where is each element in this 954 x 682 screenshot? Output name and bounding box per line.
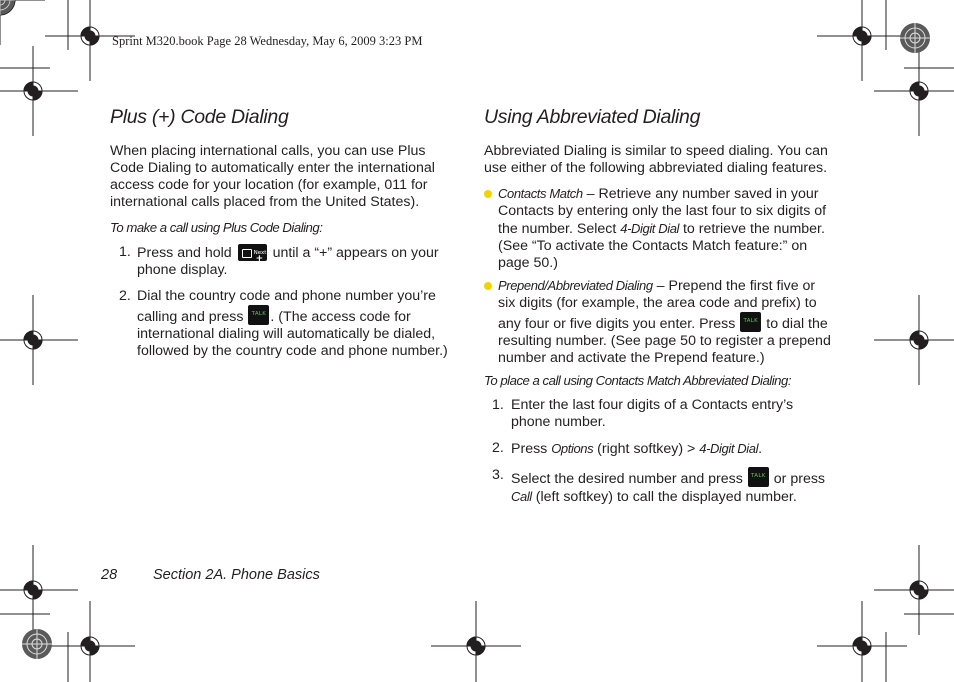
plus-code-steps (110, 244, 460, 360)
bullet-icon (484, 190, 492, 198)
abbreviated-steps (484, 397, 834, 506)
list-item (484, 277, 834, 367)
step-text: . (758, 441, 763, 457)
step-text: (right softkey) > (593, 441, 700, 457)
section-title: Section 2A. Phone Basics (153, 567, 320, 583)
list-item (110, 244, 460, 279)
step-text: Enter the last four digits of a Contacts entry’s phone number. (511, 397, 794, 430)
abbreviated-features (484, 185, 834, 367)
next-key-plus: + (255, 254, 264, 264)
step-text: Select the desired number and press (511, 471, 743, 487)
talk-key-label: TALK (751, 473, 766, 479)
feature-term: 4-Digit Dial (620, 221, 680, 236)
step-number: 2. (492, 440, 504, 456)
step-number: 3. (492, 467, 504, 483)
talk-key-icon (740, 312, 761, 332)
list-item (484, 185, 834, 272)
bullet-icon (484, 282, 492, 290)
next-key-icon (238, 244, 267, 264)
step-number: 1. (492, 397, 504, 413)
step-number: 1. (119, 244, 131, 260)
softkey-term: Call (511, 489, 532, 504)
abbreviated-intro: To place a call using Contacts Match Abbreviated Dialing: (484, 373, 791, 388)
feature-text: – Prepend the first five or six digits (for example, the area code and prefix) to any four or five digits you enter. Press (498, 278, 817, 332)
talk-key-label: TALK (251, 311, 267, 317)
softkey-term: Options (551, 441, 594, 456)
next-key-label: Next (253, 250, 267, 256)
print-header: Sprint M320.book Page 28 Wednesday, May 6, 2009 3:23 PM (112, 34, 423, 48)
registration-targets (0, 0, 45, 45)
feature-text: to retrieve the number. (See “To activate the Contacts Match feature:” on page 50.) (498, 221, 825, 271)
feature-text: to dial the resulting number. (See page 50 to register a prepend number and activate the Prepend feature.) (498, 316, 831, 366)
list-item (484, 440, 834, 458)
step-text: Press and hold (137, 245, 232, 261)
talk-key-icon (248, 305, 269, 325)
step-text: Dial the country code and phone number you’re calling and press (137, 288, 436, 325)
page-number: 28 (101, 567, 118, 583)
plus-code-intro: To make a call using Plus Code Dialing: (110, 220, 323, 235)
step-text: (left softkey) to call the displayed number. (531, 489, 797, 505)
step-text: until a “+” appears on your phone display. (137, 245, 439, 278)
step-text: . (The access code for international dialing will automatically be dialed, followed by the country code and phone number.) (137, 309, 448, 359)
step-text: Press (511, 441, 552, 457)
step-text: or press (769, 471, 826, 487)
talk-key-icon (748, 467, 769, 487)
feature-text: – Retrieve any number saved in your Contacts by entering only the last four to six digits of the number. Select (498, 186, 827, 237)
list-item (110, 288, 460, 360)
list-item (484, 467, 834, 506)
page-footer (101, 567, 320, 583)
menu-term: 4-Digit Dial (699, 441, 759, 456)
feature-term: Prepend/Abbreviated Dialing (498, 278, 653, 293)
plus-code-paragraph: When placing international calls, you can use Plus Code Dialing to automatically enter the international access code for your location (for example, 011 for international calls placed from the United States). (110, 143, 435, 210)
plus-code-title: Plus (+) Code Dialing (110, 106, 289, 128)
list-item (484, 397, 834, 431)
left-column (110, 104, 460, 369)
talk-key-label: TALK (743, 318, 759, 324)
step-number: 2. (119, 288, 131, 304)
feature-term: Contacts Match (498, 186, 583, 201)
star-targets (0, 0, 15, 15)
abbreviated-paragraph: Abbreviated Dialing is similar to speed dialing. You can use either of the following abbreviated dialing features. (484, 143, 828, 176)
right-column (484, 104, 834, 515)
abbreviated-title: Using Abbreviated Dialing (484, 106, 701, 128)
